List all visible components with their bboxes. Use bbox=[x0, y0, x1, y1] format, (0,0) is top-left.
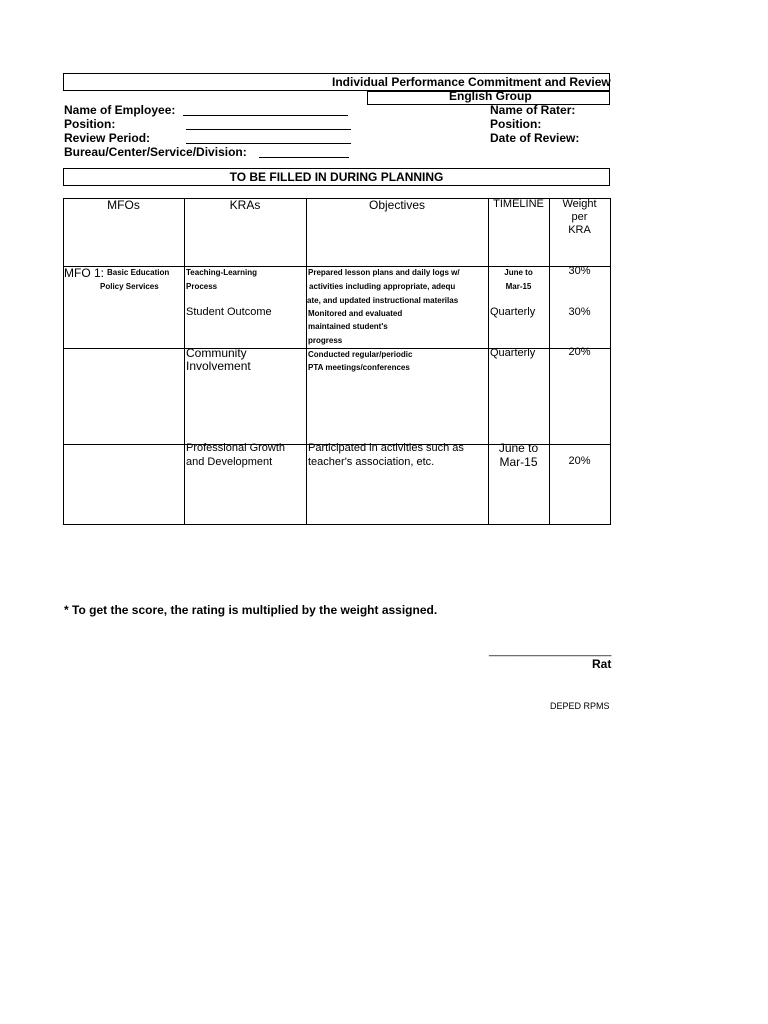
position-line bbox=[186, 129, 351, 130]
bureau-label: Bureau/Center/Service/Division: bbox=[64, 145, 247, 159]
mfo-1-desc: Basic Education bbox=[107, 268, 170, 277]
objective-text: progress bbox=[308, 336, 343, 345]
objective-text: Prepared lesson plans and daily logs w/ bbox=[308, 268, 460, 277]
mfo-1-title: MFO 1: bbox=[64, 266, 105, 280]
rater-position-label: Position: bbox=[490, 117, 542, 131]
header-kras: KRAs bbox=[229, 198, 261, 212]
signature-label: Rat bbox=[592, 657, 612, 671]
objective-text: Monitored and evaluated bbox=[308, 309, 403, 318]
timeline-text: Quarterly bbox=[490, 306, 536, 318]
employee-label: Name of Employee: bbox=[64, 103, 176, 117]
footer-tag: DEPED RPMS bbox=[550, 701, 610, 711]
header-weight-per: per bbox=[571, 211, 588, 223]
date-review-label: Date of Review: bbox=[490, 131, 580, 145]
col-divider bbox=[306, 198, 307, 525]
header-objectives: Objectives bbox=[368, 198, 426, 212]
signature-line: ____________________ bbox=[489, 645, 612, 657]
timeline-text: Mar-15 bbox=[499, 455, 538, 469]
header-weight: Weight bbox=[562, 198, 597, 210]
objective-text: ate, and updated instructional materilas bbox=[307, 296, 459, 305]
timeline-text: June to bbox=[504, 268, 533, 277]
kra-teaching: Process bbox=[186, 282, 218, 291]
kra-professional-growth: and Development bbox=[186, 456, 273, 468]
review-period-label: Review Period: bbox=[64, 131, 151, 145]
weight-value: 30% bbox=[568, 265, 591, 277]
col-divider bbox=[488, 198, 489, 525]
objective-text: Conducted regular/periodic bbox=[308, 350, 413, 359]
score-footnote: * To get the score, the rating is multiplied by the weight assigned. bbox=[64, 603, 438, 617]
col-divider bbox=[549, 198, 550, 525]
employee-line bbox=[183, 115, 348, 116]
form-title: Individual Performance Commitment and Review bbox=[332, 75, 611, 89]
mfo-1-desc: Policy Services bbox=[100, 282, 159, 291]
kra-professional-growth: Professional Growth bbox=[186, 442, 286, 454]
review-period-line bbox=[186, 143, 351, 144]
header-mfos: MFOs bbox=[107, 198, 140, 212]
timeline-text: June to bbox=[498, 441, 539, 455]
header-weight-kra: KRA bbox=[568, 224, 591, 236]
kra-teaching: Teaching-Learning bbox=[186, 268, 257, 277]
weight-value: 20% bbox=[568, 346, 591, 358]
planning-banner-text: TO BE FILLED IN DURING PLANNING bbox=[229, 170, 444, 184]
kra-community: Involvement bbox=[186, 359, 251, 373]
rater-label: Name of Rater: bbox=[490, 103, 576, 117]
weight-value: 30% bbox=[568, 306, 591, 318]
timeline-text: Mar-15 bbox=[505, 282, 532, 291]
group-name: English Group bbox=[449, 89, 532, 103]
weight-value: 20% bbox=[568, 455, 591, 467]
kra-community: Community bbox=[186, 346, 247, 360]
objective-text: activities including appropriate, adequ bbox=[309, 282, 456, 291]
bureau-line bbox=[259, 157, 349, 158]
objective-text: PTA meetings/conferences bbox=[308, 363, 410, 372]
col-divider bbox=[184, 198, 185, 525]
objective-text: teacher's association, etc. bbox=[308, 456, 435, 468]
objective-text: Participated in activities such as bbox=[308, 442, 464, 454]
kra-student-outcome: Student Outcome bbox=[186, 306, 272, 318]
objective-text: maintained student's bbox=[308, 322, 388, 331]
timeline-text: Quarterly bbox=[490, 347, 536, 359]
header-timeline: TIMELINE bbox=[493, 198, 544, 210]
position-label: Position: bbox=[64, 117, 116, 131]
